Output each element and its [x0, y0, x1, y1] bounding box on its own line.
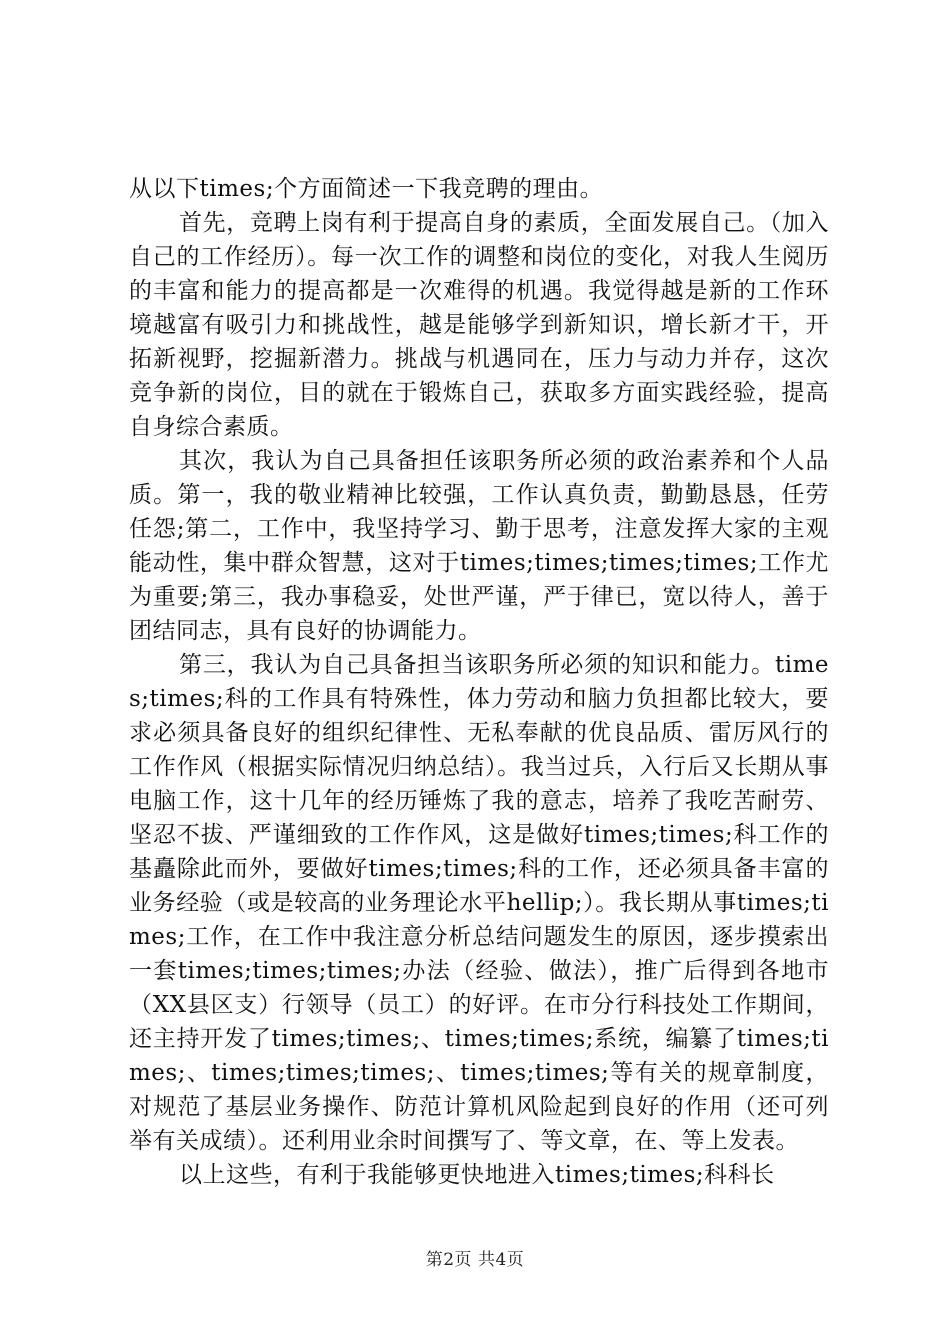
paragraph-third-reason: 第三，我认为自己具备担当该职务所必须的知识和能力。times;times;科的工作具有特殊性，体力劳动和脑力负担都比较大，要求必须具备良好的组织纪律性、无私奉献的优良品质、雷厉风行的工作作风（根据实际情况归纳总结）。我当过兵，入行后又长期从事电脑工作，这十几年的经历锤炼了我的意志，培养了我吃苦耐劳、坚忍不拔、严谨细致的工作作风，这是做好times;times;科工作的基矗除此而外，要做好times;times;科的工作，还必须具备丰富的业务经验（或是较高的业务理论水平hellip;）。我长期从事times;times;工作，在工作中我注意分析总结问题发生的原因，逐步摸索出一套times;times;times;办法（经验、做法），推广后得到各地市（XX县区支）行领导（员工）的好评。在市分行科技处工作期间，还主持开发了times;times;、times;times;系统，编纂了times;times;、times;times;times;、times;times;等有关的规章制度，对规范了基层业务操作、防范计算机风险起到良好的作用（还可列举有关成绩）。还利用业余时间撰写了、等文章，在、等上发表。 — [129, 652, 829, 1154]
paragraph-first-reason: 首先，竞聘上岗有利于提高自身的素质，全面发展自己。（加入自己的工作经历）。每一次工作的调整和岗位的变化，对我人生阅历的丰富和能力的提高都是一次难得的机遇。我觉得越是新的工作环境越富有吸引力和挑战性，越是能够学到新知识，增长新才干，开拓新视野，挖掘新潜力。挑战与机遇同在，压力与动力并存，这次竞争新的岗位，目的就在于锻炼自己，获取多方面实践经验，提高自身综合素质。 — [129, 210, 829, 440]
paragraph-reasons-intro: 从以下times;个方面简述一下我竞聘的理由。 — [129, 176, 604, 202]
paragraph-summary: 以上这些，有利于我能够更快地进入times;times;科科长 — [179, 1162, 775, 1188]
paragraph-second-reason: 其次，我认为自己具备担任该职务所必须的政治素养和个人品质。第一，我的敬业精神比较强，工作认真负责，勤勤恳恳，任劳任怨;第二，工作中，我坚持学习、勤于思考，注意发挥大家的主观能动性，集中群众智慧，这对于times;times;times;times;工作尤为重要;第三，我办事稳妥，处世严谨，严于律已，宽以待人，善于团结同志，具有良好的协调能力。 — [129, 448, 829, 644]
document-body — [129, 172, 829, 1192]
page-number-footer: 第2页 共4页 — [425, 1250, 525, 1270]
